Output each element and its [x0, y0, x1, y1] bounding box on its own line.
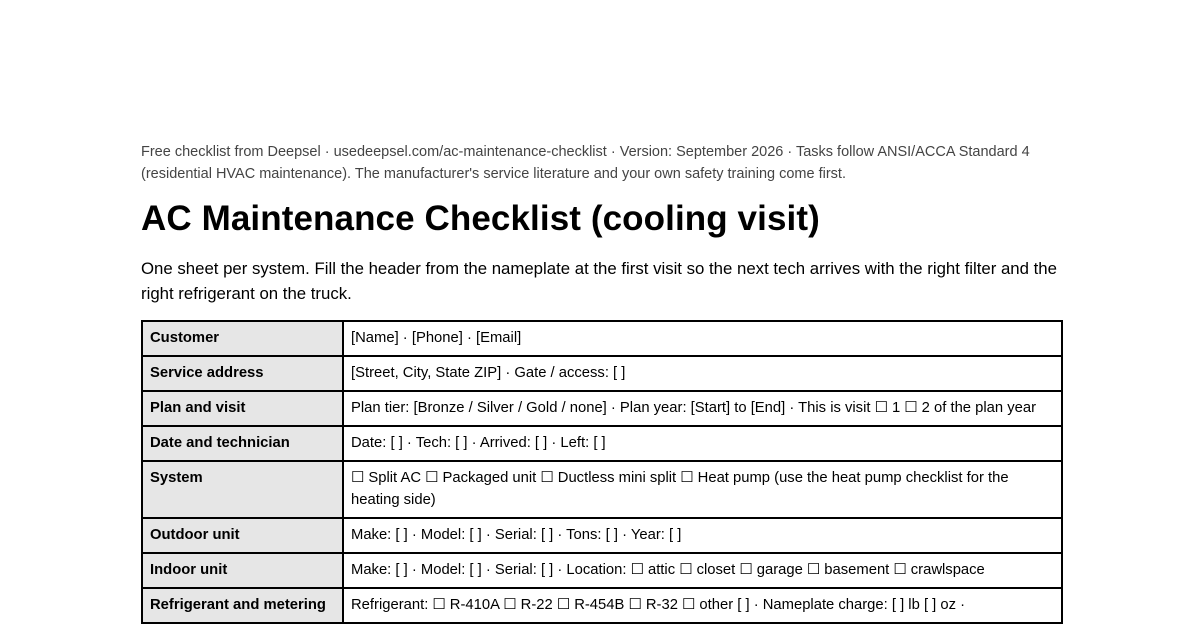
- row-value-indoor-unit: Make: [ ] · Model: [ ] · Serial: [ ] · Location: ☐ attic ☐ closet ☐ garage ☐ basement ☐ crawlspace: [343, 553, 1062, 588]
- row-value-service-address: [Street, City, State ZIP] · Gate / access: [ ]: [343, 356, 1062, 391]
- system-header-table: [141, 320, 1063, 624]
- row-value-refrigerant-and-metering: Refrigerant: ☐ R-410A ☐ R-22 ☐ R-454B ☐ R-32 ☐ other [ ] · Nameplate charge: [ ] lb [ ] oz ·: [343, 588, 1062, 623]
- row-label-plan-and-visit: Plan and visit: [142, 391, 343, 426]
- row-label-refrigerant-and-metering: Refrigerant and metering: [142, 588, 343, 623]
- table-row: [142, 391, 1062, 426]
- row-value-customer: [Name] · [Phone] · [Email]: [343, 321, 1062, 356]
- table-row: [142, 553, 1062, 588]
- page-title: AC Maintenance Checklist (cooling visit): [141, 199, 820, 238]
- row-label-system: System: [142, 461, 343, 518]
- row-value-outdoor-unit: Make: [ ] · Model: [ ] · Serial: [ ] · Tons: [ ] · Year: [ ]: [343, 518, 1062, 553]
- table-row: [142, 321, 1062, 356]
- row-value-date-and-technician: Date: [ ] · Tech: [ ] · Arrived: [ ] · Left: [ ]: [343, 426, 1062, 461]
- row-label-service-address: Service address: [142, 356, 343, 391]
- row-label-outdoor-unit: Outdoor unit: [142, 518, 343, 553]
- row-label-indoor-unit: Indoor unit: [142, 553, 343, 588]
- row-value-system: ☐ Split AC ☐ Packaged unit ☐ Ductless mini split ☐ Heat pump (use the heat pump checklist for the heating side): [343, 461, 1062, 518]
- table-row: [142, 461, 1062, 518]
- row-label-customer: Customer: [142, 321, 343, 356]
- intro-paragraph: One sheet per system. Fill the header from the nameplate at the first visit so the next tech arrives with the right filter and the right refrigerant on the truck.: [141, 259, 1057, 303]
- row-label-date-and-technician: Date and technician: [142, 426, 343, 461]
- table-row: [142, 518, 1062, 553]
- checklist-page: [141, 141, 1061, 624]
- table-row: [142, 356, 1062, 391]
- table-row: [142, 588, 1062, 623]
- table-row: [142, 426, 1062, 461]
- preamble-note: Free checklist from Deepsel · usedeepsel.com/ac-maintenance-checklist · Version: September 2026 · Tasks follow ANSI/ACCA Standard 4 (residential HVAC maintenance). The manufacturer's service literature and your own safety training come first.: [141, 144, 1030, 182]
- row-value-plan-and-visit: Plan tier: [Bronze / Silver / Gold / none] · Plan year: [Start] to [End] · This is visit ☐ 1 ☐ 2 of the plan year: [343, 391, 1062, 426]
